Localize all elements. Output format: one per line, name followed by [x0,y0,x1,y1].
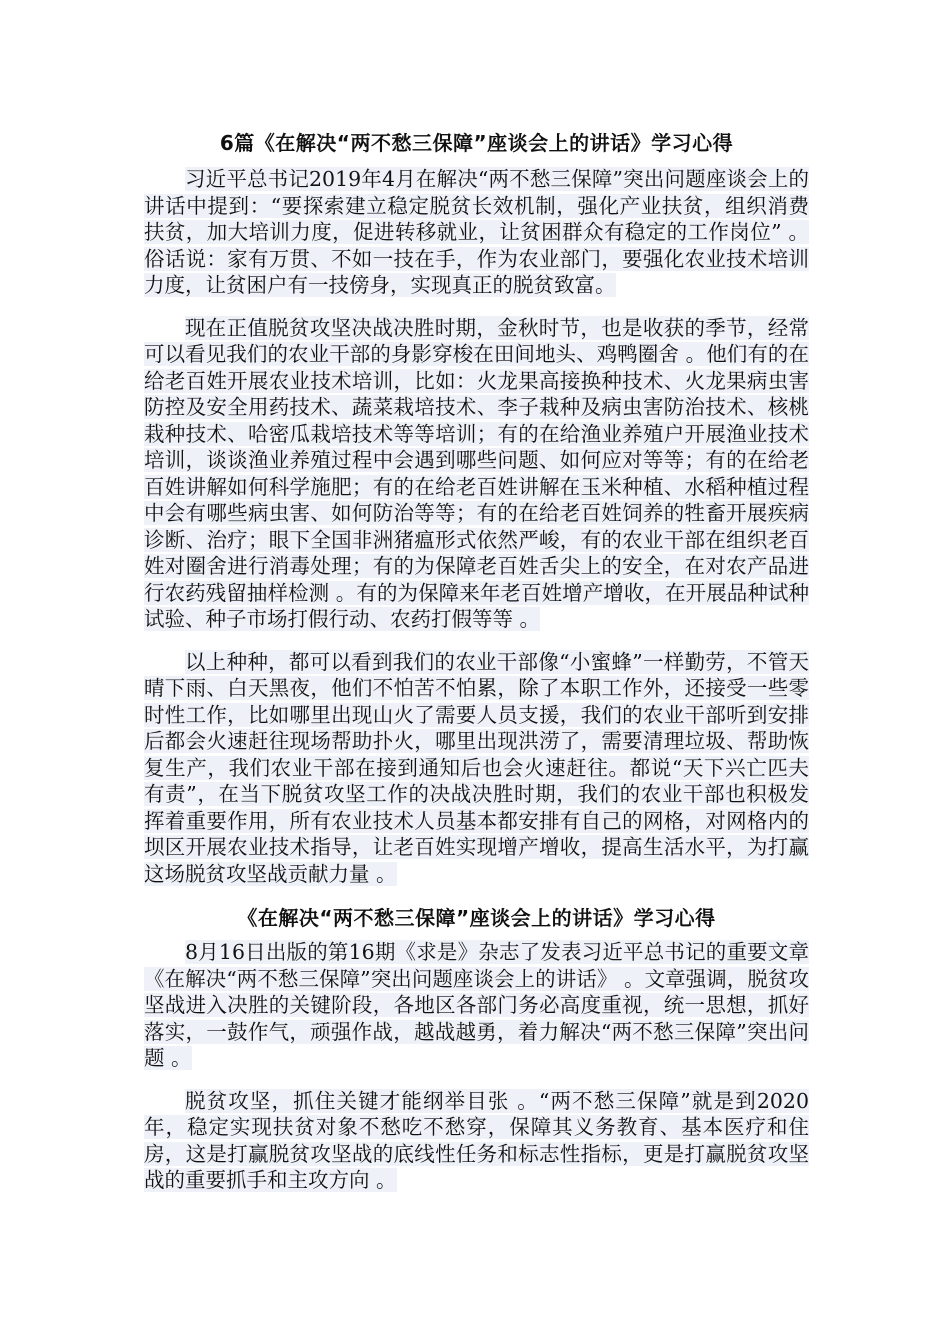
paragraph-2-text: 现在正值脱贫攻坚决战决胜时期，金秋时节，也是收获的季节，经常可以看见我们的农业干部的身影穿梭在田间地头、鸡鸭圈舍 。他们有的在给老百姓开展农业技术培训，比如：火龙果高接换种技术、火龙果病虫害防控及安全用药技术、蔬菜栽培技术、李子栽种及病虫害防治技术、核桃栽种技术、哈密瓜栽培技术等等培训；有的在给渔业养殖户开展渔业技术培训，谈谈渔业养殖过程中会遇到哪些问题、如何应对等等；有的在给老百姓讲解如何科学施肥；有的在给老百姓讲解在玉米种植、水稻种植过程中会有哪些病虫害、如何防治等等；有的在给老百姓饲养的牲畜开展疾病诊断、治疗；眼下全国非洲猪瘟形式依然严峻，有的农业干部在组织老百姓对圈舍进行消毒处理；有的为保障老百姓舌尖上的安全，在对农产品进行农药残留抽样检测 。有的为保障来年老百姓增产增收，在开展品种试种试验、种子市场打假行动、农药打假等等 。 [144,315,809,631]
paragraph-2 [144,315,809,633]
paragraph-3 [144,649,809,888]
document-title: 6篇《在解决“两不愁三保障”座谈会上的讲话》学习心得 [219,131,734,155]
document-page [144,128,809,1210]
section-subtitle: 《在解决“两不愁三保障”座谈会上的讲话》学习心得 [237,906,716,930]
paragraph-1-text: 习近平总书记2019年4月在解决“两不愁三保障”突出问题座谈会上的讲话中提到：“要探索建立稳定脱贫长效机制，强化产业扶贫，组织消费扶贫，加大培训力度，促进转移就业，让贫困群众有稳定的工作岗位” 。俗话说：家有万贯、不如一技在手，作为农业部门，要强化农业技术培训力度，让贫困户有一技傍身，实现真正的脱贫致富。 [144,167,809,297]
paragraph-3-text: 以上种种，都可以看到我们的农业干部像“小蜜蜂”一样勤劳，不管天晴下雨、白天黑夜，他们不怕苦不怕累，除了本职工作外，还接受一些零时性工作，比如哪里出现山火了需要人员支援，我们的农业干部听到安排后都会火速赶往现场帮助扑火，哪里出现洪涝了，需要清理垃圾、帮助恢复生产，我们农业干部在接到通知后也会火速赶往。都说“天下兴亡匹夫有责”，在当下脱贫攻坚工作的决战决胜时期，我们的农业干部也积极发挥着重要作用，所有农业技术人员基本都安排有自己的网格，对网格内的坝区开展农业技术指导，让老百姓实现增产增收，提高生活水平，为打赢这场脱贫攻坚战贡献力量 。 [144,649,809,886]
paragraph-5 [144,1088,809,1194]
paragraph-1 [144,166,809,299]
paragraph-5-text: 脱贫攻坚，抓住关键才能纲举目张 。“两不愁三保障”就是到2020年，稳定实现扶贫对象不愁吃不愁穿，保障其义务教育、基本医疗和住房，这是打赢脱贫攻坚战的底线性任务和标志性指标，更是打赢脱贫攻坚战的重要抓手和主攻方向 。 [144,1088,809,1192]
paragraph-4 [144,939,809,1072]
paragraph-4-text: 8月16日出版的第16期《求是》杂志了发表习近平总书记的重要文章《在解决“两不愁三保障”突出问题座谈会上的讲话》 。文章强调，脱贫攻坚战进入决胜的关键阶段，各地区各部门务必高度重视，统一思想，抓好落实，一鼓作气，顽强作战，越战越勇，着力解决“两不愁三保障”突出问题 。 [144,940,809,1070]
